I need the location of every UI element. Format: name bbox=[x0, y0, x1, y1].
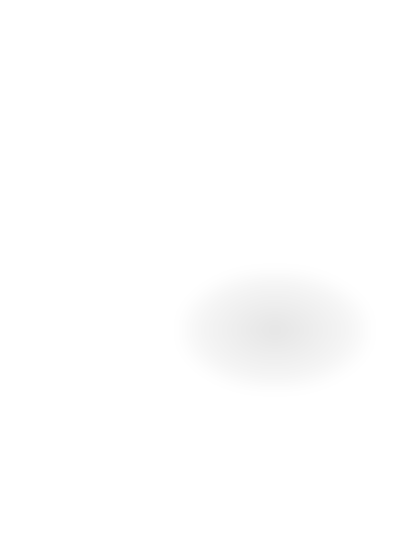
line-24 bbox=[6, 491, 394, 511]
line-17 bbox=[6, 349, 394, 369]
line-4 bbox=[6, 85, 394, 105]
line-9 bbox=[6, 186, 394, 206]
line-14 bbox=[6, 288, 394, 308]
line-5 bbox=[6, 105, 394, 125]
line-18 bbox=[6, 369, 394, 389]
line-20 bbox=[6, 410, 394, 430]
line-21 bbox=[6, 430, 394, 450]
margin-annotation bbox=[60, 6, 340, 24]
line-22 bbox=[6, 450, 394, 470]
line-8 bbox=[6, 166, 394, 186]
line-25 bbox=[6, 511, 394, 531]
line-11 bbox=[6, 227, 394, 247]
line-2 bbox=[6, 44, 394, 64]
line-26 bbox=[6, 532, 394, 552]
line-16 bbox=[6, 329, 394, 349]
line-23 bbox=[6, 471, 394, 491]
line-3 bbox=[6, 65, 394, 85]
line-1 bbox=[6, 24, 394, 44]
line-10 bbox=[6, 207, 394, 227]
line-19 bbox=[6, 389, 394, 409]
line-13 bbox=[6, 268, 394, 288]
line-6 bbox=[6, 126, 394, 146]
manuscript-text-block bbox=[6, 24, 394, 552]
line-15 bbox=[6, 308, 394, 328]
line-7 bbox=[6, 146, 394, 166]
line-12 bbox=[6, 247, 394, 267]
